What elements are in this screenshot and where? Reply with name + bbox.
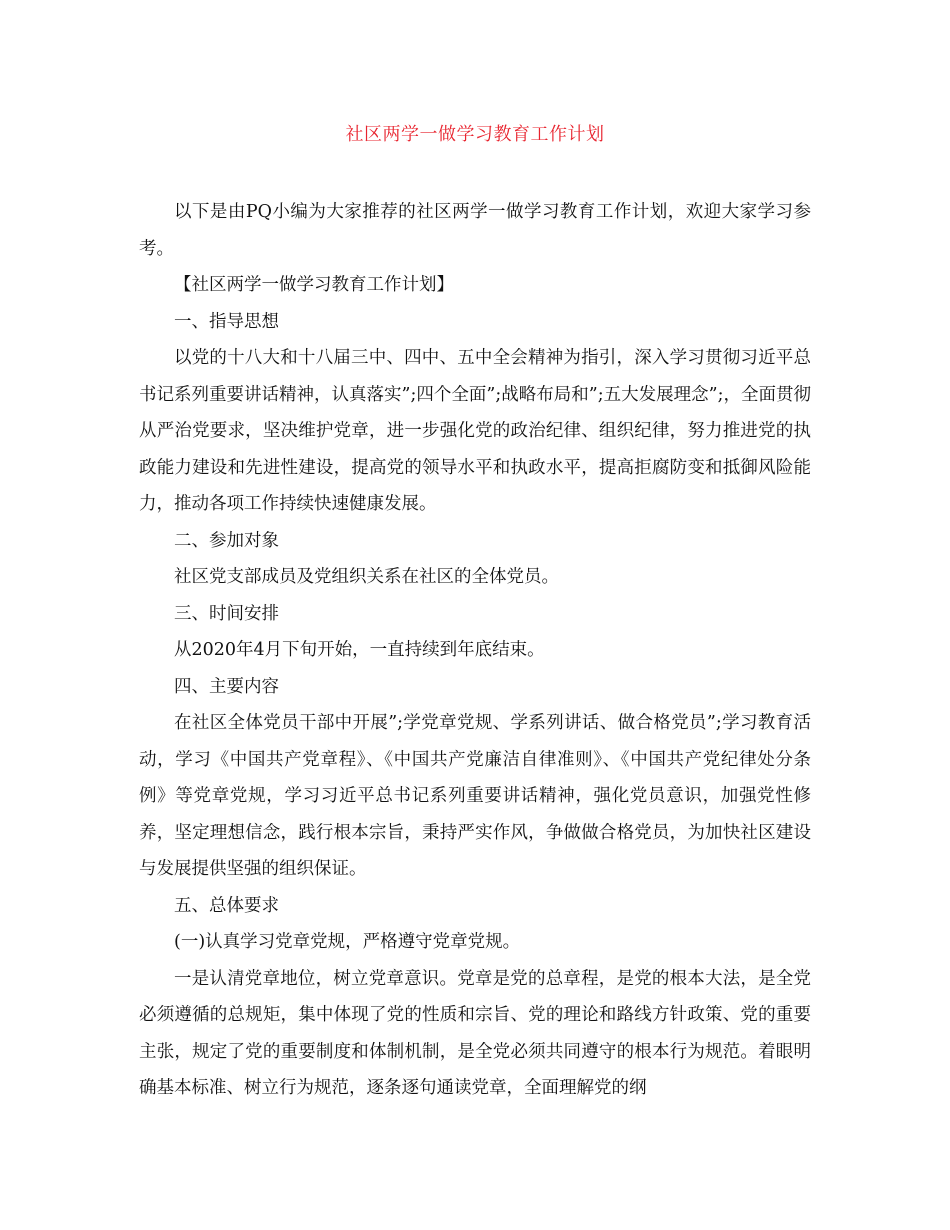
subsection-heading-1: (一)认真学习党章党规，严格遵守党章党规。 (174, 932, 521, 952)
section-heading-4: 四、主要内容 (174, 676, 279, 697)
document-body (139, 194, 811, 1107)
paragraph-main-content: 在社区全体党员干部中开展”;学党章党规、学系列讲话、做合格党员”;学习教育活动，学习《中国共产党章程》、《中国共产党廉洁自律准则》、《中国共产党纪律处分条例》等党章党规，学习习近平总书记系列重要讲话精神，强化党员意识，加强党性修养，坚定理想信念，践行根本宗旨，秉持严实作风，争做做合格党员，为加快社区建设与发展提供坚强的组织保证。 (139, 713, 811, 879)
paragraph-intro: 以下是由PQ小编为大家推荐的社区两学一做学习教育工作计划，欢迎大家学习参考。 (139, 202, 811, 259)
section-heading-1: 一、指导思想 (174, 311, 279, 332)
section-heading-3: 三、时间安排 (174, 603, 279, 624)
section-heading-2: 二、参加对象 (174, 530, 279, 551)
paragraph-schedule: 从2020年4月下旬开始，一直持续到年底结束。 (174, 640, 545, 660)
paragraph-bracket-heading: 【社区两学一做学习教育工作计划】 (174, 275, 454, 295)
document-title: 社区两学一做学习教育工作计划 (345, 124, 605, 145)
paragraph-participants: 社区党支部成员及党组织关系在社区的全体党员。 (174, 567, 559, 587)
paragraph-guiding-thought: 以党的十八大和十八届三中、四中、五中全会精神为指引，深入学习贯彻习近平总书记系列重要讲话精神，认真落实”;四个全面”;战略布局和”;五大发展理念”;，全面贯彻从严治党要求，坚决维护党章，进一步强化党的政治纪律、组织纪律，努力推进党的执政能力建设和先进性建设，提高党的领导水平和执政水平，提高拒腐防变和抵御风险能力，推动各项工作持续快速健康发展。 (139, 348, 811, 514)
paragraph-party-constitution: 一是认清党章地位，树立党章意识。党章是党的总章程，是党的根本大法，是全党必须遵循的总规矩，集中体现了党的性质和宗旨、党的理论和路线方针政策、党的重要主张，规定了党的重要制度和体制机制，是全党必须共同遵守的根本行为规范。着眼明确基本标准、树立行为规范，逐条逐句通读党章，全面理解党的纲 (139, 968, 811, 1098)
section-heading-5: 五、总体要求 (174, 895, 279, 916)
